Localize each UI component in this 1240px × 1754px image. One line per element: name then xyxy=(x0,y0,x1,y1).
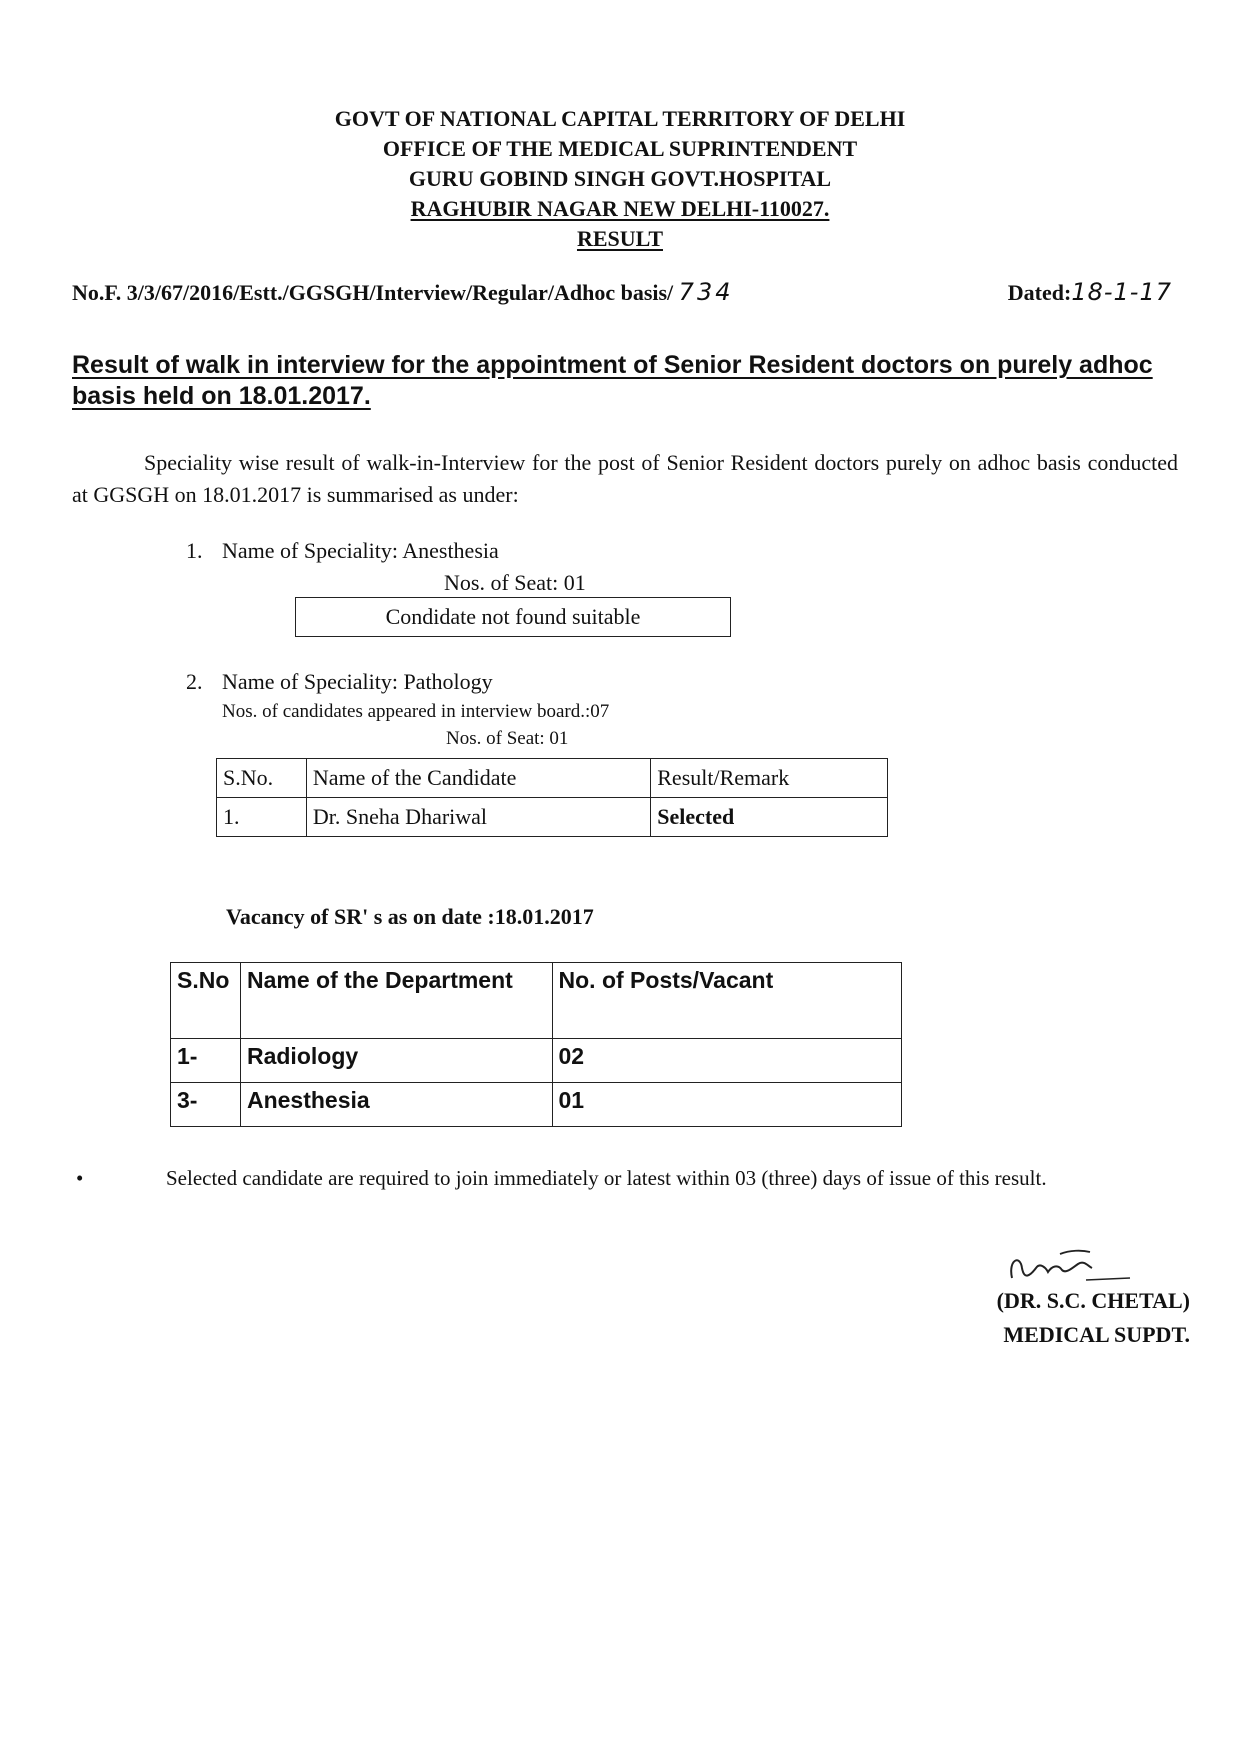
joining-note xyxy=(72,1162,1182,1194)
header-sno: S.No xyxy=(171,963,241,1039)
reference-handwritten-number: 734 xyxy=(678,278,734,306)
signature-block xyxy=(930,1284,1190,1352)
table-header-row xyxy=(217,759,888,798)
speciality-1-seats: Nos. of Seat: 01 xyxy=(444,570,586,595)
table-row xyxy=(171,1083,902,1127)
vacancy-title: Vacancy of SR' s as on date :18.01.2017 xyxy=(226,904,594,929)
speciality-2-appeared: Nos. of candidates appeared in interview board.:07 xyxy=(222,701,610,722)
header-result-remark: Result/Remark xyxy=(651,759,888,798)
document-title: Result of walk in interview for the appointment of Senior Resident doctors on purely adhoc basis held on 18.01.2017. xyxy=(72,351,1153,410)
speciality-2-seats: Nos. of Seat: 01 xyxy=(446,728,569,749)
bullet-icon: • xyxy=(76,1166,84,1190)
cell-posts: 01 xyxy=(552,1083,901,1127)
cell-sno: 1- xyxy=(171,1039,241,1083)
cell-sno: 1. xyxy=(217,798,307,837)
speciality-1-remark-box: Condidate not found suitable xyxy=(295,597,731,637)
reference-number: No.F. 3/3/67/2016/Estt./GGSGH/Interview/Regular/Adhoc basis/ xyxy=(72,280,674,305)
header-line-2: OFFICE OF THE MEDICAL SUPRINTENDENT xyxy=(382,136,858,161)
intro-paragraph: Speciality wise result of walk-in-Interview for the post of Senior Resident doctors purely on adhoc basis conducted at GGSGH on 18.01.2017 is summarised as under: xyxy=(72,450,1178,507)
signatory-designation: MEDICAL SUPDT. xyxy=(1003,1322,1190,1347)
header-result xyxy=(0,224,1240,254)
header-department: Name of the Department xyxy=(240,963,552,1039)
date-block xyxy=(1008,278,1172,306)
speciality-1-number: 1. xyxy=(186,538,203,563)
header-line-5: RESULT xyxy=(576,226,663,251)
header-line-1: GOVT OF NATIONAL CAPITAL TERRITORY OF DELHI xyxy=(334,106,906,131)
joining-note-text: Selected candidate are required to join immediately or latest within 03 (three) days of issue of this result. xyxy=(166,1166,1047,1190)
header-address xyxy=(0,194,1240,224)
cell-sno: 3- xyxy=(171,1083,241,1127)
dated-label: Dated: xyxy=(1007,280,1072,305)
signatory-name: (DR. S.C. CHETAL) xyxy=(996,1288,1190,1313)
table-header-row xyxy=(171,963,902,1039)
reference-line xyxy=(72,278,1212,306)
dated-handwritten: 18-1-17 xyxy=(1071,278,1172,306)
cell-department: Radiology xyxy=(240,1039,552,1083)
header-candidate-name: Name of the Candidate xyxy=(306,759,650,798)
speciality-2-name: Name of Speciality: Pathology xyxy=(222,669,493,694)
header-sno: S.No. xyxy=(217,759,307,798)
cell-result: Selected xyxy=(651,798,888,837)
cell-department: Anesthesia xyxy=(240,1083,552,1127)
header-line-4: RAGHUBIR NAGAR NEW DELHI-110027. xyxy=(410,196,830,221)
table-row xyxy=(217,798,888,837)
candidate-table xyxy=(216,758,888,837)
header-line-3: GURU GOBIND SINGH GOVT.HOSPITAL xyxy=(408,166,832,191)
speciality-2-number: 2. xyxy=(186,669,203,694)
cell-candidate-name: Dr. Sneha Dhariwal xyxy=(306,798,650,837)
header-posts-vacant: No. of Posts/Vacant xyxy=(552,963,901,1039)
cell-posts: 02 xyxy=(552,1039,901,1083)
speciality-1-name: Name of Speciality: Anesthesia xyxy=(222,538,499,563)
vacancy-table xyxy=(170,962,902,1127)
table-row xyxy=(171,1039,902,1083)
